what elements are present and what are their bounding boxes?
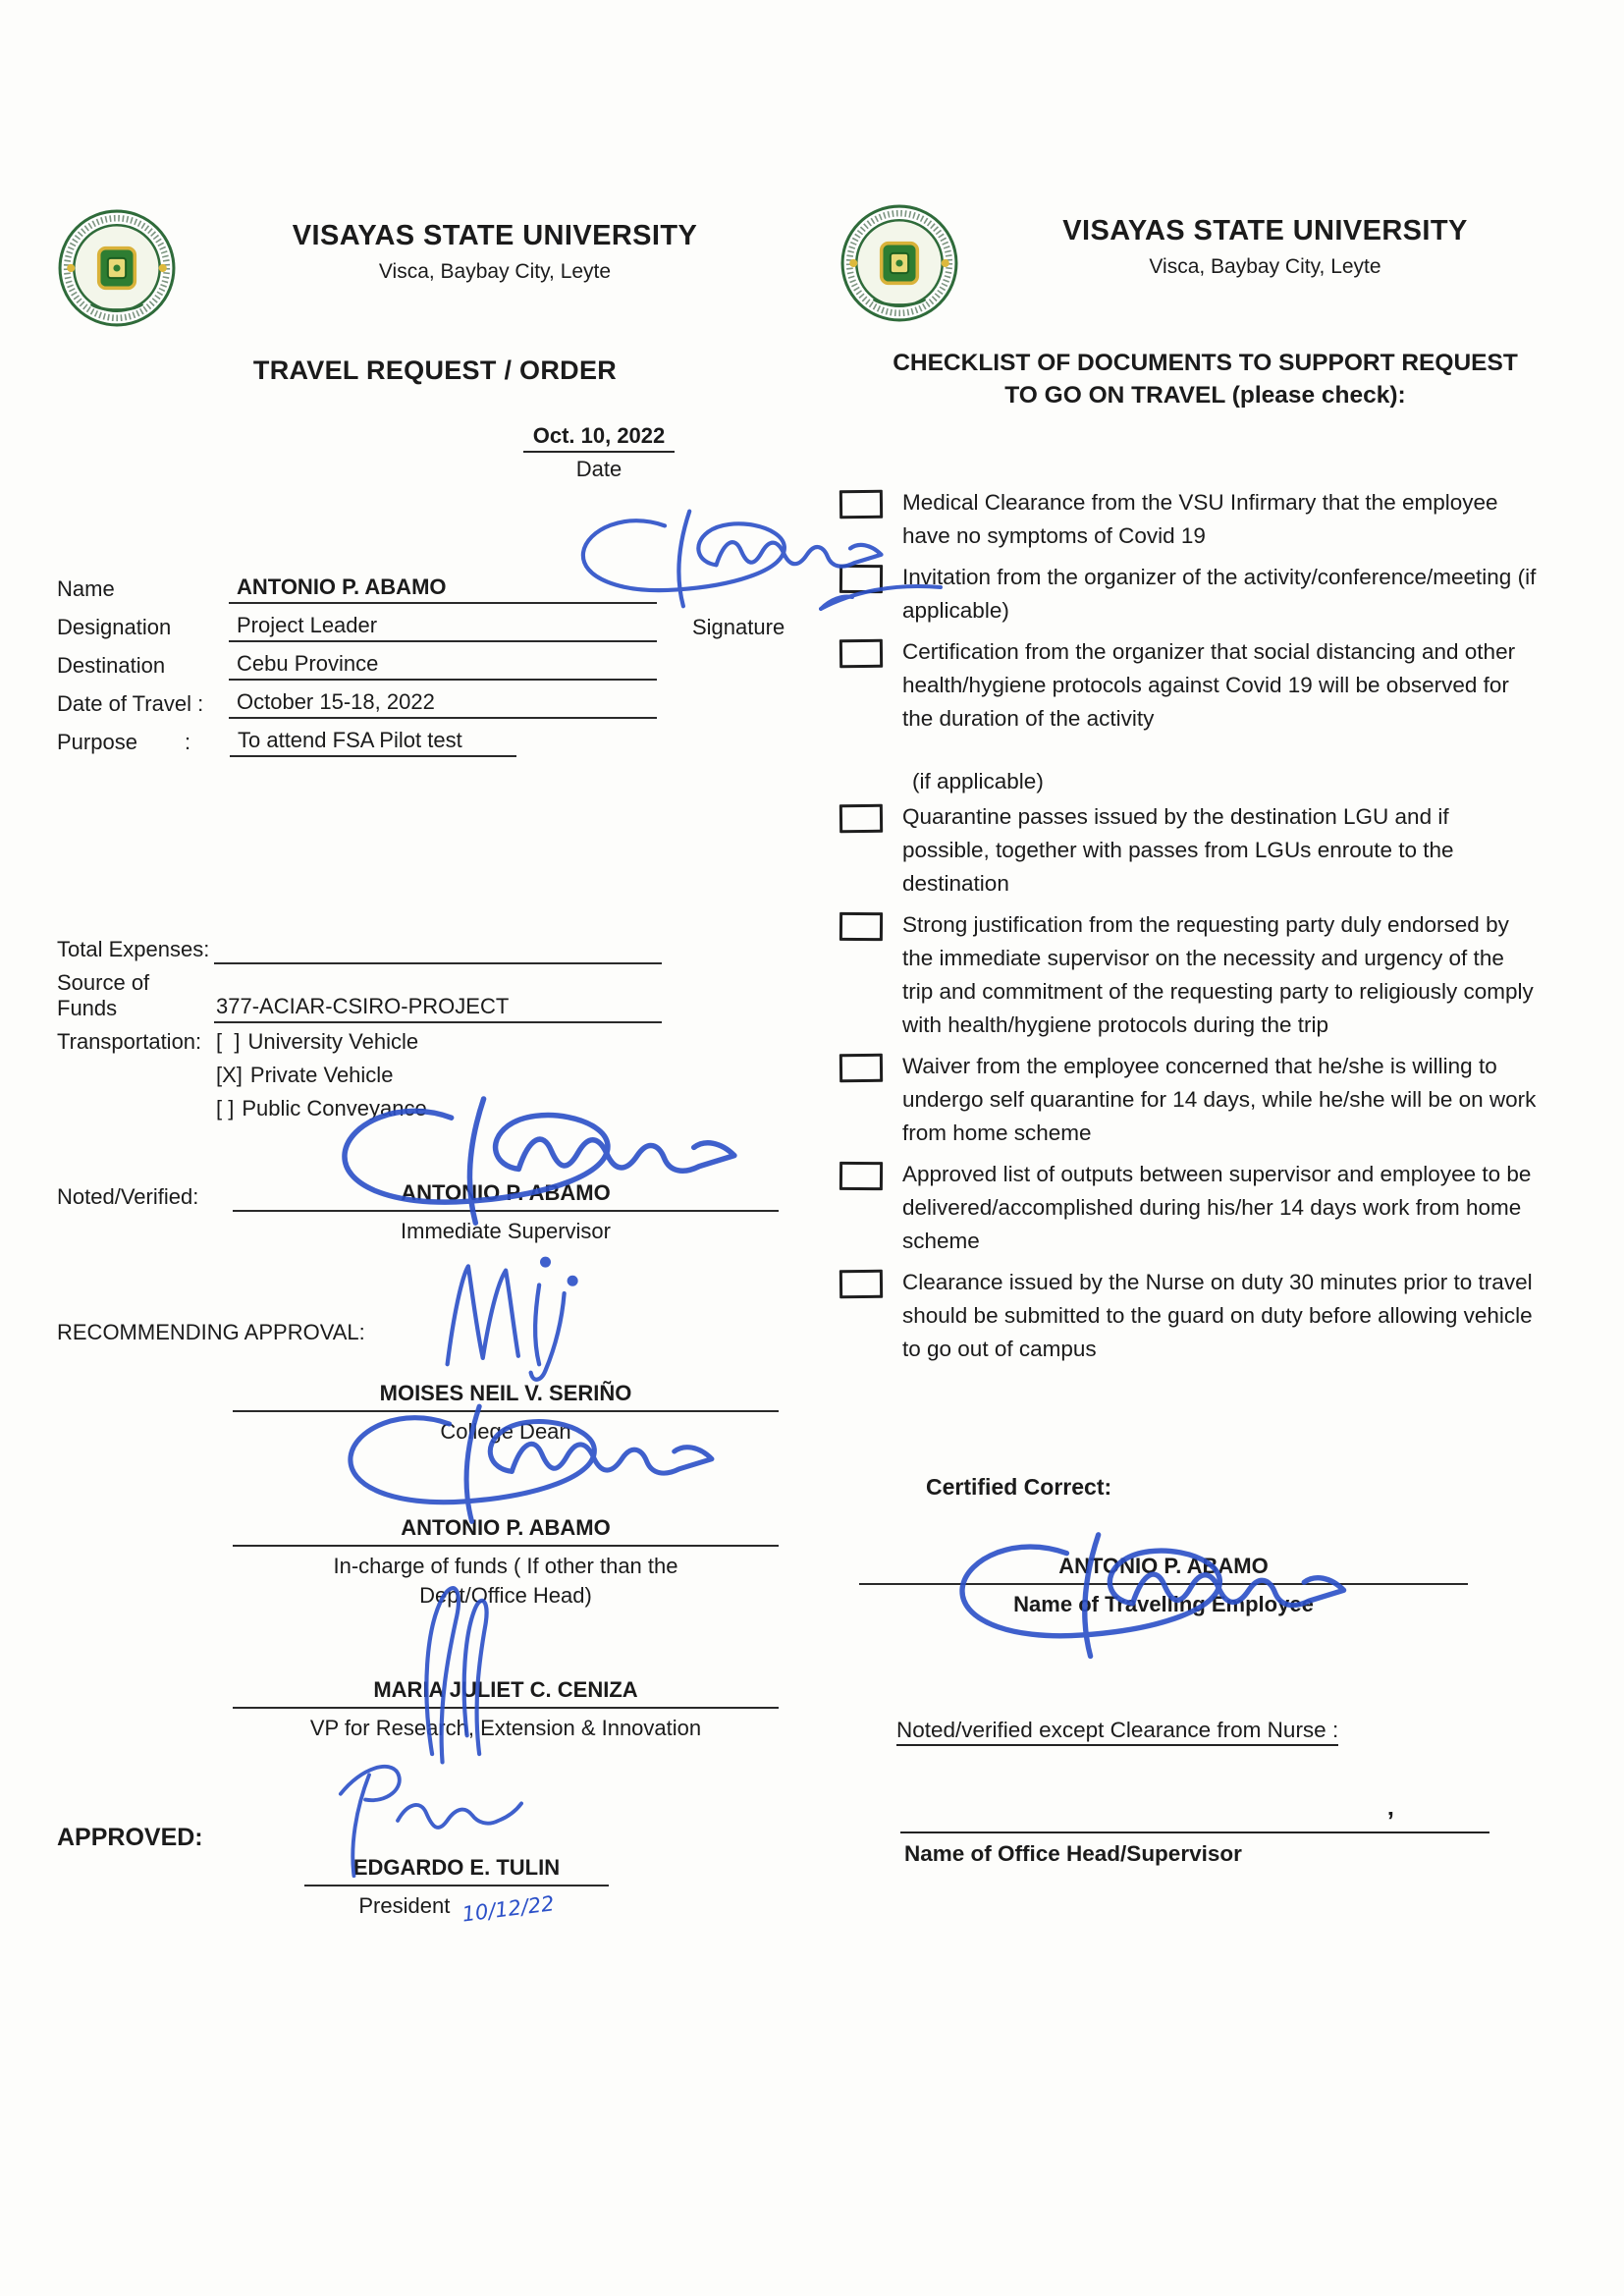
university-address: Visca, Baybay City, Leyte [378, 260, 612, 283]
signature-label: Signature [692, 615, 785, 639]
vp-signature-block [233, 1677, 779, 1743]
checkbox [839, 565, 883, 593]
stray-mark: ’ [1386, 1806, 1394, 1835]
transportation-row [57, 1029, 813, 1057]
field-destination [57, 651, 813, 681]
supervisor-name: ANTONIO P. ABAMO [233, 1180, 779, 1212]
university-name: VISAYAS STATE UNIVERSITY [1062, 215, 1468, 246]
designation-label: Designation [57, 615, 172, 639]
total-expenses-label: Total Expenses: [57, 937, 210, 961]
purpose-label: Purpose [57, 730, 137, 754]
approved-label: APPROVED: [57, 1824, 203, 1851]
checklist-item-text: Clearance issued by the Nurse on duty 30 minutes prior to travel should be submitted to the guard on duty before allowing vehicle to go out of campus [902, 1270, 1533, 1361]
field-designation [57, 613, 813, 642]
checkbox [839, 912, 883, 941]
checklist-item-certification [839, 635, 1571, 736]
checklist-item-text: Approved list of outputs between supervisor and employee to be delivered/accomplished during his/her 14 days work from home scheme [902, 1162, 1532, 1253]
field-purpose [57, 728, 813, 757]
date-label: Date [575, 457, 623, 481]
checklist-item-nurse-clearance [839, 1266, 1571, 1366]
university-name: VISAYAS STATE UNIVERSITY [292, 220, 698, 251]
option-label: Private Vehicle [249, 1063, 394, 1087]
source-of-funds-value: 377-ACIAR-CSIRO-PROJECT [214, 994, 662, 1023]
checklist-item-note: (if applicable) [912, 769, 1044, 793]
checklist-item-outputs [839, 1158, 1571, 1258]
checkbox-university-vehicle: [ ] [216, 1029, 241, 1054]
checklist-item-text: Waiver from the employee concerned that he/she is willing to undergo self quarantine for 14 days, while he/she will be on work from home scheme [902, 1054, 1537, 1145]
checklist-item-justification [839, 908, 1571, 1042]
option-label: Public Conveyance [242, 1096, 427, 1121]
travelling-employee-signature-block [859, 1501, 1468, 1619]
dean-signature-block [233, 1381, 779, 1447]
checkbox [839, 1162, 883, 1190]
funds-incharge-signature-block [233, 1515, 779, 1611]
travelling-employee-role: Name of Travelling Employee [1013, 1592, 1314, 1616]
funds-incharge-role-line2: Dept/Office Head) [419, 1583, 592, 1608]
expenses-section [57, 937, 813, 1123]
checkbox [839, 639, 883, 669]
purpose-value: To attend FSA Pilot test [230, 728, 516, 757]
noted-except-label: Noted/verified except Clearance from Nurse : [896, 1718, 1338, 1746]
checklist-item-text: Medical Clearance from the VSU Infirmary that the employee have no symptoms of Covid 19 [902, 490, 1498, 548]
office-head-label: Name of Office Head/Supervisor [904, 1841, 1242, 1866]
checkbox [839, 1054, 883, 1083]
field-name [57, 574, 813, 604]
travelling-employee-name: ANTONIO P. ABAMO [859, 1554, 1468, 1585]
supervisor-signature-block [233, 1169, 779, 1246]
funds-incharge-name: ANTONIO P. ABAMO [233, 1515, 779, 1547]
vsu-seal-logo [839, 203, 959, 323]
dean-role: College Dean [440, 1419, 571, 1444]
checkbox-public-conveyance: [ ] [216, 1096, 235, 1121]
travel-date-label: Date of Travel : [57, 691, 204, 716]
vsu-seal-logo [57, 208, 177, 328]
transport-option-private [216, 1063, 393, 1090]
name-value: ANTONIO P. ABAMO [229, 574, 657, 604]
form-fields [57, 574, 813, 757]
president-signature-block [304, 1818, 609, 1927]
checklist-item-text: Quarantine passes issued by the destination LGU and if possible, together with passes from LGUs enroute to the destination [902, 804, 1454, 896]
travel-request-form [57, 206, 813, 1936]
checkbox [839, 1270, 883, 1299]
checklist-title-line1: CHECKLIST OF DOCUMENTS TO SUPPORT REQUEST [893, 350, 1518, 376]
travel-date-value: October 15-18, 2022 [229, 689, 657, 719]
transport-option-public [216, 1096, 427, 1123]
designation-value: Project Leader [229, 613, 657, 642]
transport-option-university [216, 1029, 418, 1057]
field-travel-date [57, 689, 813, 719]
source-of-funds-label: Source of Funds [57, 970, 150, 1020]
vp-name: MARIA JULIET C. CENIZA [233, 1677, 779, 1709]
checklist-item-invitation [839, 561, 1571, 628]
vp-role: VP for Research, Extension & Innovation [309, 1716, 702, 1740]
noted-verified-section [57, 1169, 813, 1263]
certified-correct-section [839, 1474, 1571, 1619]
source-of-funds-row [57, 970, 813, 1023]
date-block [493, 423, 705, 482]
certified-correct-label: Certified Correct: [926, 1474, 1112, 1500]
name-label: Name [57, 576, 115, 601]
transportation-row2 [57, 1063, 813, 1090]
left-letterhead [57, 206, 813, 328]
office-head-signature-line [900, 1804, 1489, 1833]
noted-verified-label: Noted/Verified: [57, 1184, 199, 1209]
funds-incharge-role-line1: In-charge of funds ( If other than the [333, 1554, 678, 1578]
destination-label: Destination [57, 653, 166, 678]
handwritten-date: 10/12/22 [460, 1891, 557, 1927]
checkbox [839, 490, 883, 519]
checklist-items [839, 486, 1571, 1366]
destination-value: Cebu Province [229, 651, 657, 681]
form-title: TRAVEL REQUEST / ORDER [252, 355, 618, 385]
right-letterhead [839, 201, 1571, 323]
checkbox-private-vehicle: [X] [216, 1063, 243, 1087]
checklist-item-medical-clearance [839, 486, 1571, 553]
approved-section [57, 1818, 813, 1936]
dean-name: MOISES NEIL V. SERIÑO [233, 1381, 779, 1412]
checklist-item-text: Strong justification from the requesting party duly endorsed by the immediate supervisor on the necessity and urgency of the trip and commitment of the requesting party to religiously comply with health/hygiene protocols during the trip [902, 912, 1534, 1037]
transportation-row3 [57, 1096, 813, 1123]
university-address: Visca, Baybay City, Leyte [1149, 255, 1381, 278]
recommending-approval-label: RECOMMENDING APPROVAL: [57, 1320, 365, 1344]
president-name: EDGARDO E. TULIN [304, 1855, 609, 1886]
total-expenses-row [57, 937, 813, 964]
transportation-label: Transportation: [57, 1029, 202, 1054]
supervisor-role: Immediate Supervisor [401, 1219, 611, 1243]
option-label: University Vehicle [247, 1029, 419, 1054]
date-value: Oct. 10, 2022 [523, 423, 676, 453]
checklist-form [839, 201, 1571, 1867]
checklist-title [839, 347, 1571, 411]
office-head-section [839, 1804, 1571, 1867]
checklist-item-quarantine-passes [839, 800, 1571, 901]
total-expenses-value [214, 937, 662, 964]
checklist-item-text: Certification from the organizer that social distancing and other health/hygiene protocols against Covid 19 will be observed for the duration of the activity [902, 639, 1516, 731]
president-role: President [358, 1893, 451, 1918]
checklist-item-waiver [839, 1050, 1571, 1150]
checkbox [839, 804, 883, 834]
checklist-title-line2: TO GO ON TRAVEL (please check): [1004, 382, 1406, 409]
checklist-item-text: Invitation from the organizer of the activity/conference/meeting (if applicable) [902, 565, 1537, 623]
noted-except-section [896, 1718, 1571, 1743]
purpose-colon: : [185, 730, 191, 754]
